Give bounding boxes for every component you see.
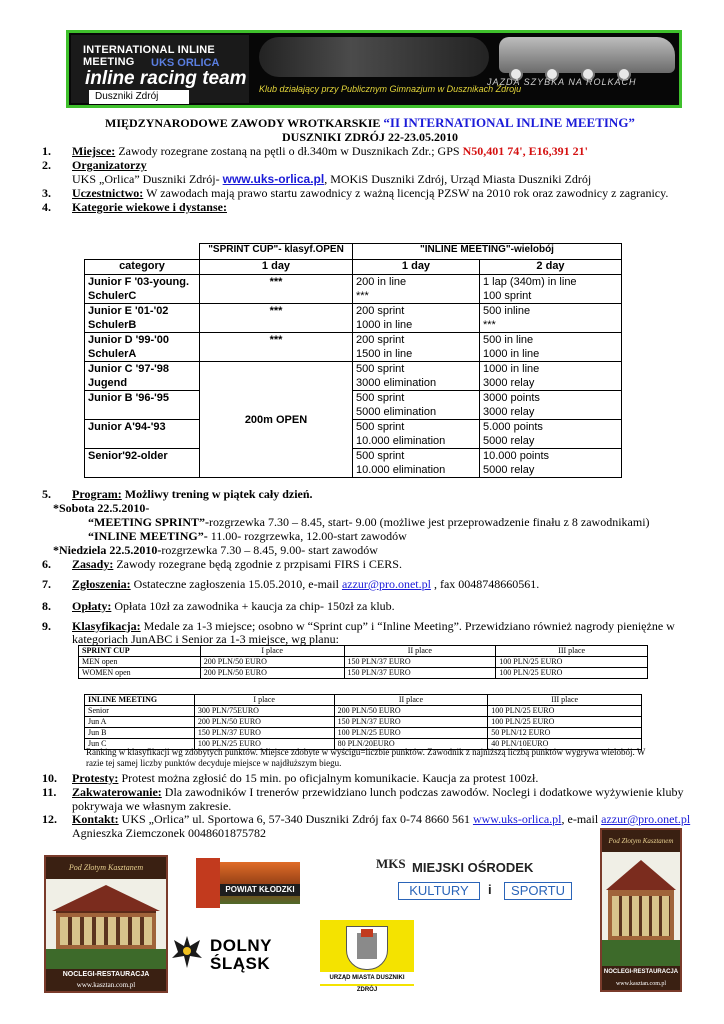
email-link[interactable]: azzur@pro.onet.pl (341, 577, 431, 591)
eagle-icon (170, 934, 204, 970)
item-11-continued: pokrywaja we własnym zakresie. (72, 799, 232, 813)
town-hall-logo (320, 920, 414, 993)
hotel-right-ad (600, 828, 682, 992)
table-row: Junior D '99-'00 SchulerA *** 200 sprint 1500 in line 500 in line 1000 in line (85, 333, 622, 362)
table-row: Jun C 100 PLN/25 EURO 80 PLN/20EURO 40 PLN/10EURO (85, 739, 642, 750)
hotel-left-ad (44, 855, 168, 993)
item-1-label: Miejsce: (72, 144, 116, 158)
saturday-label: *Sobota 22.5.2010- (53, 501, 150, 515)
categories-table (84, 243, 622, 478)
hotel-left-caption: NOCLEGI-RESTAURACJA (46, 969, 166, 980)
hotel-left-name: Pod Złotym Kasztanem (46, 857, 166, 879)
inline-meeting-line: “INLINE MEETING”- 11.00- rozgrzewka, 12.00-start zawodów (88, 529, 407, 543)
table-row: Junior A'94-'93 500 sprint 10.000 elimination 5.000 points 5000 relay (85, 420, 622, 449)
item-2-label: Organizatorzy (72, 158, 147, 172)
item-8: 8. Opłaty: Opłata 10zł za zawodnika + kaucja za chip- 150zł za klub. (42, 599, 395, 613)
table-row: WOMEN open 200 PLN/50 EURO 150 PLN/37 EURO 100 PLN/25 EURO (79, 668, 648, 679)
banner-slogan: Klub działający przy Publicznym Gimnazjum w Dusznikach Zdroju (259, 84, 522, 94)
table-row: Junior B '96-'95 500 sprint 5000 elimination 3000 points 3000 relay (85, 391, 622, 420)
inline-meeting-prize-table: INLINE MEETING I place II place III place Senior 300 PLN/75EURO 200 PLN/50 EURO 100 PLN/25 EURO Jun A 200 PLN/50 EURO 150 PLN/37 EURO 100 PLN/25 EURO Jun B 150 PLN/37 EURO 100 PLN/25 EURO 50 PLN/12 EURO Jun C 100 PLN/25 EURO 80 PLN/20EURO 40 PLN/10EURO (84, 694, 642, 750)
website-link[interactable]: www.uks-orlica.pl (222, 172, 325, 186)
contact-email-link[interactable]: azzur@pro.onet.pl (601, 812, 691, 826)
banner-town: Duszniki Zdrój (89, 90, 189, 104)
item-4-label: Kategorie wiekowe i dystanse: (72, 200, 227, 214)
sunday-line: *Niedziela 22.5.2010-rozgrzewka 7.30 – 8.45, 9.00- start zawodów (53, 543, 378, 557)
item-8-label: Opłaty: (72, 599, 112, 613)
item-11: 11. Zakwaterowanie: Dla zawodników I trenerów przewidziano lunch podczas zawodów. Noclegi i dodatkowe wyżywienie kluby (42, 785, 684, 799)
hotel-right-name: Pod Złotym Kasztanem (602, 830, 680, 852)
powiat-label: POWIAT KŁODZKI (220, 884, 300, 896)
table-row: Junior E '01-'02 SchulerB *** 200 sprint 1000 in line 500 inline *** (85, 304, 622, 333)
meeting-sprint-line: “MEETING SPRINT”-rozgrzewka 7.30 – 8.45, start- 9.00 (możliwe jest przeprowadzenie finału z 8 zawodnikami) (88, 515, 650, 529)
open-200m: 200m OPEN (200, 362, 353, 478)
table-row: Junior C '97-'98 Jugend 200m OPEN 500 sprint 3000 elimination 1000 in line 3000 relay (85, 362, 622, 391)
mokis-i: i (488, 882, 492, 897)
col-category: category (85, 260, 200, 275)
table-row: Junior F '03-young. SchulerC *** 200 in line *** 1 lap (340m) in line 100 sprint (85, 275, 622, 304)
col-day2-inline: 2 day (480, 260, 622, 275)
item-9-continued: kategoriach JunABC i Senior za 1-3 miejsce, wg planu: (72, 632, 339, 646)
col-day1-sprint: 1 day (200, 260, 353, 275)
item-4: 4. Kategorie wiekowe i dystanse: (42, 200, 227, 214)
club-logo (71, 35, 249, 103)
item-10-label: Protesty: (72, 771, 119, 785)
item-5: 5. Program: Możliwy trening w piątek cały dzień. (42, 487, 313, 501)
table-row: Senior'92-older 500 sprint 10.000 elimination 10.000 points 5000 relay (85, 449, 622, 478)
item-6: 6. Zasady: Zawody rozegrane będą zgodnie z przpisami FIRS i CERS. (42, 557, 402, 571)
page-title (60, 115, 680, 131)
powiat-logo (196, 858, 300, 908)
table-row: Jun B 150 PLN/37 EURO 100 PLN/25 EURO 50 PLN/12 EURO (85, 728, 642, 739)
header-banner (66, 30, 682, 108)
item-10: 10. Protesty: Protest można zgłosić do 15 min. po oficjalnym komunikacie. Kaucja za protest 100zł. (42, 771, 539, 785)
title-prefix: MIĘDZYNARODOWE ZAWODY WROTKARSKIE (105, 116, 384, 130)
title-event: “II INTERNATIONAL INLINE MEETING” (383, 115, 635, 130)
banner-team: inline racing team (85, 68, 247, 89)
skater-photo (259, 37, 489, 77)
banner-slogan-secondary: JAZDA SZYBKA NA ROLKACH (487, 77, 637, 87)
page-subtitle: DUSZNIKI ZDRÓJ 22-23.05.2010 (281, 130, 458, 144)
inline-meeting-header: "INLINE MEETING"-wielobój (353, 244, 622, 260)
contact-person: Agnieszka Ziemczonek 0048601875782 (72, 826, 266, 840)
banner-club: UKS ORLICA (151, 57, 220, 69)
table-row: MEN open 200 PLN/50 EURO 150 PLN/37 EURO 100 PLN/25 EURO (79, 657, 648, 668)
dolny-word: DOLNY (210, 936, 272, 955)
item-11-label: Zakwaterowanie: (72, 785, 162, 799)
item-7-label: Zgłoszenia: (72, 577, 131, 591)
sprint-cup-prize-table: SPRINT CUP I place II place III place MEN open 200 PLN/50 EURO 150 PLN/37 EURO 100 PLN/25 EURO WOMEN open 200 PLN/50 EURO 150 PLN/37 EURO 100 PLN/25 EURO (78, 645, 648, 679)
mokis-logo (376, 856, 586, 906)
item-2: 2. Organizatorzy (42, 158, 147, 172)
item-12-label: Kontakt: (72, 812, 119, 826)
item-9: 9. Klasyfikacja: Medale za 1-3 miejsce; osobno w “Sprint cup” i “Inline Meeting”. Przewidziano również nagrody pieniężne w (42, 619, 675, 633)
mokis-kultury: KULTURY (398, 882, 480, 900)
mokis-brand: MKS (376, 856, 406, 871)
item-7: 7. Zgłoszenia: Ostateczne zagłoszenia 15.05.2010, e-mail azzur@pro.onet.pl , fax 0048748660561. (42, 577, 540, 591)
table-row: Senior 300 PLN/75EURO 200 PLN/50 EURO 100 PLN/25 EURO (85, 706, 642, 717)
slask-word: ŚLĄSK (210, 954, 271, 973)
item-5-label: Program: (72, 487, 122, 501)
dolny-slask-logo (170, 934, 290, 984)
town-hall-caption: URZĄD MIASTA DUSZNIKI ZDRÓJ (320, 972, 414, 984)
organizers-line: UKS „Orlica” Duszniki Zdrój- www.uks-orlica.pl, MOKiS Duszniki Zdrój, Urząd Miasta Duszniki Zdrój (72, 172, 592, 186)
contact-website-link[interactable]: www.uks-orlica.pl (472, 812, 562, 826)
hotel-right-caption: NOCLEGI-RESTAURACJA (602, 966, 680, 978)
hotel-left-url: www.kasztan.com.pl (46, 980, 166, 991)
item-6-label: Zasady: (72, 557, 114, 571)
ranking-note: Ranking w klasyfikacji wg zdobytych punktów. Miejsce zdobyte w wyścigu=liczbie punktów. Zawodnik z najniższą liczbą punktów wygrywa wielobój. W (86, 747, 646, 757)
ranking-note-continued: razie tej samej liczby punktów decyduje miejsce w najdłuższym biegu. (86, 758, 342, 768)
sprint-cup-header: "SPRINT CUP"- klasyf.OPEN (200, 244, 353, 260)
gps-coordinates: N50,401 74', E16,391 21' (462, 144, 588, 158)
item-3-label: Uczestnictwo: (72, 186, 144, 200)
banner-title: INTERNATIONAL INLINE MEETING (83, 44, 215, 68)
item-1: 1. Miejsce: Zawody rozegrane zostaną na pętli o dł.340m w Dusznikach Zdr.; GPS N50,401 74', E16,391 21' (42, 144, 588, 158)
col-day1-inline: 1 day (353, 260, 480, 275)
mokis-sportu: SPORTU (504, 882, 572, 900)
table-row: Jun A 200 PLN/50 EURO 150 PLN/37 EURO 100 PLN/25 EURO (85, 717, 642, 728)
mokis-line1: MIEJSKI OŚRODEK (412, 860, 534, 875)
item-3: 3. Uczestnictwo: W zawodach mają prawo startu zawodnicy z ważną licencją PZSW na 2010 rok oraz zawodnicy z zagranicy. (42, 186, 669, 200)
hotel-right-url: www.kasztan.com.pl (602, 978, 680, 990)
item-9-label: Klasyfikacja: (72, 619, 141, 633)
item-12: 12. Kontakt: UKS „Orlica” ul. Sportowa 6, 57-340 Duszniki Zdrój fax 0-74 8660 561 www.uks-orlica.pl, e-mail azzur@pro.onet.pl (42, 812, 691, 826)
